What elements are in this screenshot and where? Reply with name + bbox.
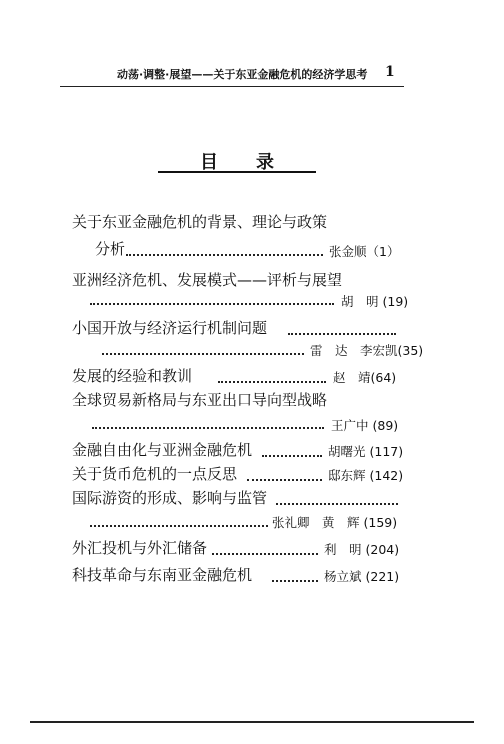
toc-entry-title: 小国开放与经济运行机制问题 — [72, 319, 268, 337]
author-name: 杨立斌 — [324, 569, 362, 584]
header-rule — [60, 86, 404, 87]
toc-entry-title: 关于货币危机的一点反思 — [72, 465, 238, 483]
dot-leader — [288, 333, 396, 335]
toc-entry-title: 科技革命与东南亚金融危机 — [72, 566, 253, 584]
page-ref: (64) — [370, 370, 397, 385]
toc-entry-title: 金融自由化与亚洲金融危机 — [72, 441, 253, 459]
dot-leader — [102, 353, 304, 355]
author-name: 张金顺 — [329, 244, 367, 259]
toc-entry-author — [324, 567, 399, 587]
toc-entry-title: 亚洲经济危机、发展模式——评析与展望 — [72, 271, 343, 289]
toc-entry-author — [328, 466, 403, 486]
page-ref: (221) — [365, 569, 400, 584]
toc-entry-author — [272, 513, 397, 533]
toc-entry-title: 外汇投机与外汇储备 — [72, 539, 208, 557]
toc-entry-author — [328, 442, 403, 462]
toc-entry-title: 全球贸易新格局与东亚出口导向型战略 — [72, 391, 328, 409]
toc-entry-title: 关于东亚金融危机的背景、理论与政策 — [72, 213, 328, 231]
dot-leader — [212, 553, 318, 555]
toc-entry-author — [333, 368, 396, 388]
author-name: 利 明 — [324, 542, 362, 557]
toc-heading: 目录 — [200, 152, 312, 173]
page-number: 1 — [385, 64, 395, 80]
toc-entry-author — [310, 341, 423, 361]
author-name: 胡 明 — [341, 294, 379, 309]
page-ref: (35) — [397, 343, 424, 358]
page-ref: (142) — [369, 468, 404, 483]
dot-leader — [90, 303, 334, 305]
running-head — [0, 64, 504, 84]
dot-leader — [218, 381, 326, 383]
footer-rule — [30, 721, 474, 723]
dot-leader — [126, 254, 323, 256]
page-ref: (204) — [365, 542, 400, 557]
page-ref: (19) — [382, 294, 409, 309]
page-ref: (89) — [372, 418, 399, 433]
running-title: 动荡·调整·展望——关于东亚金融危机的经济学思考 — [117, 68, 368, 81]
page-ref: （1） — [366, 244, 400, 259]
toc-entry-title-continued: 分析 — [95, 240, 126, 258]
author-name: 邸东辉 — [328, 468, 366, 483]
dot-leader — [276, 503, 398, 505]
toc-entry-author — [341, 292, 408, 312]
toc-entry-author — [324, 540, 399, 560]
author-name: 雷 达 李宏凯 — [310, 343, 398, 358]
page-ref: (117) — [369, 444, 404, 459]
toc-entry-title: 发展的经验和教训 — [72, 367, 193, 385]
author-name: 赵 靖 — [333, 370, 371, 385]
author-name: 王广中 — [331, 418, 369, 433]
author-name: 胡曙光 — [328, 444, 366, 459]
dot-leader — [272, 580, 318, 582]
toc-entry-author — [329, 242, 399, 262]
dot-leader — [247, 479, 322, 481]
author-name: 张礼卿 黄 辉 — [272, 515, 360, 530]
dot-leader — [90, 525, 268, 527]
page-ref: (159) — [363, 515, 398, 530]
toc-entry-author — [331, 416, 398, 436]
dot-leader — [92, 427, 324, 429]
toc-heading-underline — [158, 171, 316, 173]
dot-leader — [262, 455, 322, 457]
toc-entry-title: 国际游资的形成、影响与监管 — [72, 489, 268, 507]
